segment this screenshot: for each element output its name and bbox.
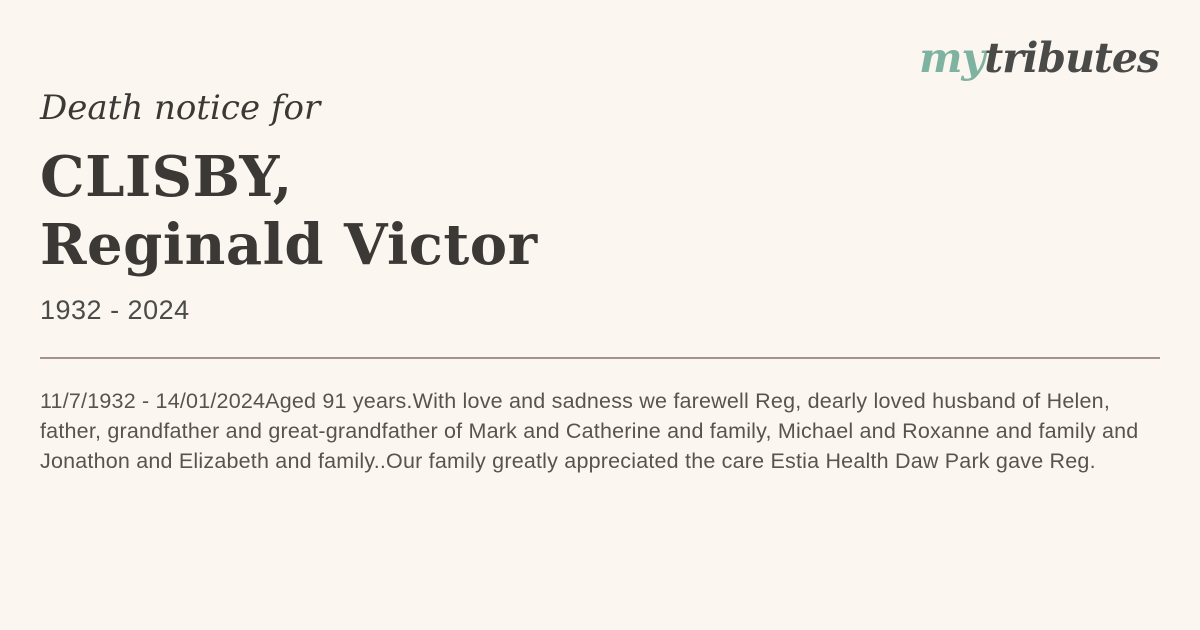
notice-kicker: Death notice for (40, 88, 321, 128)
obituary-text: 11/7/1932 - 14/01/2024Aged 91 years.With love and sadness we farewell Reg, dearly loved husband of Helen, father, grandfather and great-grandfather of Mark and Catherine and family, Michael and Roxanne and family and Jonathon and Elizabeth and family..Our family greatly appreciated the care Estia Health Daw Park gave Reg. (40, 389, 1139, 474)
logo-suffix: tributes (984, 34, 1159, 82)
mytributes-logo[interactable] (919, 34, 1159, 82)
deceased-name (40, 143, 1160, 279)
divider-line (40, 357, 1160, 359)
logo-prefix: my (919, 34, 985, 82)
deceased-given-names: Reginald Victor (40, 212, 538, 279)
life-years: 1932 - 2024 (40, 295, 190, 326)
notice-content (40, 90, 1160, 476)
deceased-surname: CLISBY, (40, 144, 293, 211)
